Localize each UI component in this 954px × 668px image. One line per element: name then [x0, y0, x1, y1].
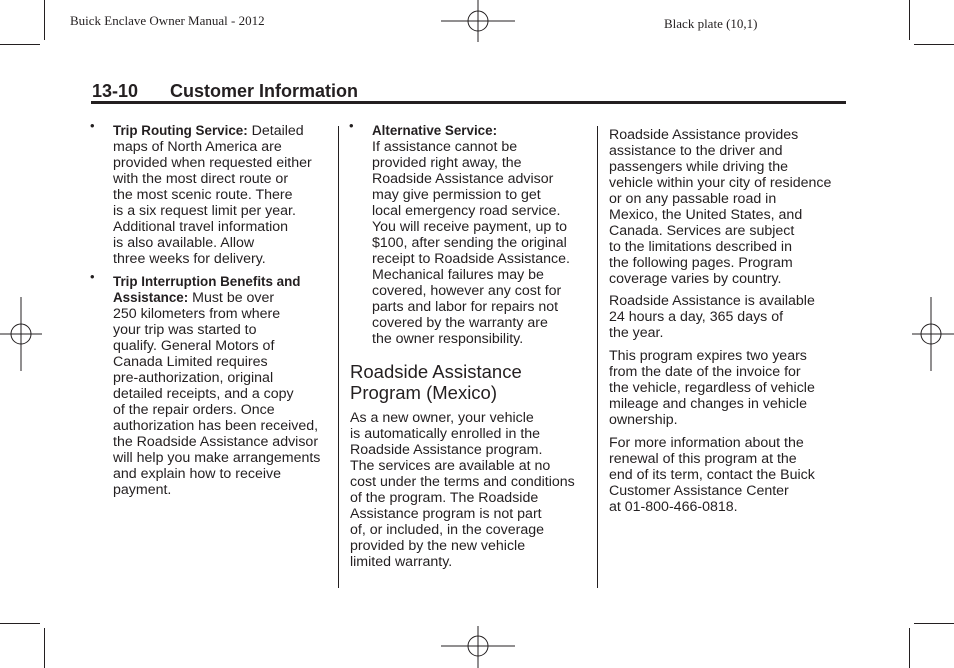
- section-number: 13-10: [92, 81, 139, 101]
- item-label: Trip Interruption Benefits and: [113, 274, 301, 289]
- column-3: [609, 127, 849, 515]
- manual-title: Buick Enclave Owner Manual - 2012: [70, 13, 265, 28]
- column-2: [349, 118, 590, 570]
- bullet-icon: •: [90, 269, 95, 284]
- item-label: Assistance:: [113, 290, 189, 305]
- item-label: Trip Routing Service:: [113, 123, 248, 138]
- registration-target-left: [0, 297, 44, 371]
- crop-mark: [909, 628, 910, 668]
- registration-target-top: [441, 0, 515, 44]
- item-label: Alternative Service:: [372, 123, 498, 138]
- list-item-alternative-service: • Alternative Service: If assistance cannot be provided right away, the Roadside Assistance advisor may give permission to get local emergency road service. You will receive payment, up to $100, after sending the original receipt to Roadside Assistance. Mechanical failures may be covered, however any cost for parts and labor for repairs not covered by the warranty are the owner responsibility.: [349, 118, 570, 347]
- column-divider: [597, 126, 598, 588]
- body-paragraph: Roadside Assistance provides assistance to the driver and passengers while driving the vehicle within your city of residence or on any passable road in Mexico, the United States, and Canada. Services are subject to the limitations described in the following pages. Program coverage varies by country.: [609, 127, 832, 287]
- plate-label: Black plate (10,1): [664, 16, 758, 31]
- list-item-trip-routing: • Trip Routing Service: Detailed maps of North America are provided when requested either with the most direct route or the most scenic route. There is a six request limit per year. Additional travel information is also available. Allow three weeks for delivery.: [90, 118, 312, 267]
- registration-target-right: [910, 297, 954, 371]
- registration-target-bottom: [441, 624, 515, 668]
- body-paragraph: As a new owner, your vehicle is automatically enrolled in the Roadside Assistance program. The services are available at no cost under the terms and conditions of the program. The Roadside Assistance program is not part of, or included, in the coverage provided by the new vehicle limited warranty.: [350, 410, 575, 570]
- subsection-heading: Roadside Assistance Program (Mexico): [350, 361, 522, 403]
- crop-mark: [914, 623, 954, 624]
- header-rule: [91, 101, 846, 104]
- list-item-trip-interruption: • Trip Interruption Benefits and Assistance: Must be over 250 kilometers from where your trip was started to qualify. General Motors of Canada Limited requires pre-authorization, original detailed receipts, and a copy of the repair orders. Once authorization has been received, the Roadside Assistance advisor will help you make arrangements and explain how to receive payment.: [90, 269, 321, 498]
- crop-mark: [0, 623, 40, 624]
- body-paragraph: This program expires two years from the date of the invoice for the vehicle, regardless of vehicle mileage and changes in vehicle ownership.: [609, 348, 815, 428]
- crop-mark: [0, 44, 40, 45]
- crop-mark: [909, 0, 910, 40]
- bullet-icon: •: [349, 118, 354, 133]
- section-title: Customer Information: [170, 81, 359, 101]
- bullet-icon: •: [90, 118, 95, 133]
- column-divider: [338, 126, 339, 588]
- body-paragraph: Roadside Assistance is available 24 hours a day, 365 days of the year.: [609, 293, 815, 341]
- crop-mark: [44, 0, 45, 40]
- body-paragraph: For more information about the renewal of this program at the end of its term, contact the Buick Customer Assistance Center at 01-800-466-0818.: [609, 435, 815, 515]
- crop-mark: [44, 628, 45, 668]
- column-1: [90, 118, 335, 498]
- crop-mark: [914, 44, 954, 45]
